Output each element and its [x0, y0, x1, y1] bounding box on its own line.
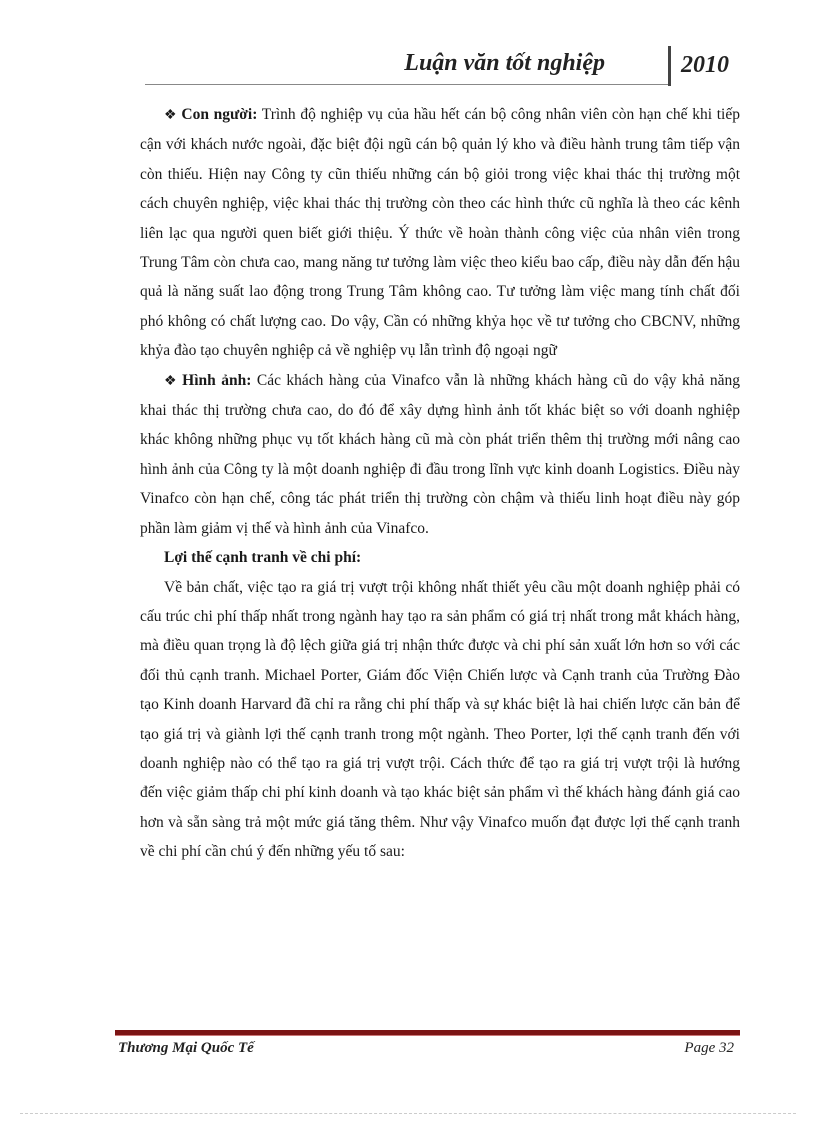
header-divider: [668, 46, 671, 86]
paragraph-hinh-anh: [140, 366, 740, 543]
con-nguoi-text: Trình độ nghiệp vụ của hầu hết cán bộ công nhân viên còn hạn chế khi tiếp cận với khách nước ngoài, đặc biệt đội ngũ cán bộ quản lý kho và điều hành trung tâm tiếp vận còn thiếu. Hiện nay Công ty cũn thiếu những cán bộ giỏi trong việc khai thác thị trường một cách chuyên nghiệp, việc khai thác thị trường còn theo các hình thức cũ nghĩa là theo các kênh liên lạc qua người quen biết giới thiệu. Ý thức về hoàn thành công việc của nhân viên trong Trung Tâm còn chưa cao, mang năng tư tưởng làm việc theo kiểu bao cấp, điều này dẫn đến hậu quả là năng suất lao động trong Trung Tâm không cao. Tư tưởng làm việc mang tính chất đối phó không có chất lượng cao. Do vậy, Cần có những khỷa học về tư tưởng cho CBCNV, những khỷa đào tạo chuyên nghiệp cả về nghiệp vụ lẫn trình độ ngoại ngữ: [140, 106, 740, 360]
header-rule: [145, 84, 668, 85]
con-nguoi-label: Con người:: [181, 106, 258, 123]
hinh-anh-label: Hình ảnh:: [182, 371, 252, 389]
footer-rule: [115, 1030, 740, 1036]
page-body: [140, 100, 740, 867]
page-number: Page 32: [684, 1040, 734, 1056]
diamond-bullet-icon: ❖: [164, 373, 179, 389]
hinh-anh-text: Các khách hàng của Vinafco vẫn là những khách hàng cũ do vậy khả năng khai thác thị trường chưa cao, do đó để xây dựng hình ảnh tốt khác biệt so với doanh nghiệp khác không những phục vụ tốt khách hàng cũ mà còn phát triển thêm thị trường mới nâng cao hình ảnh của Công ty là một doanh nghiệp đi đầu trong lĩnh vực kinh doanh Logistics. Điều này Vinafco còn hạn chế, công tác phát triển thị trường còn chậm và thiếu linh hoạt điều này góp phần làm giảm vị thế và hình ảnh của Vinafco.: [140, 371, 740, 537]
paragraph-chi-phi: Về bản chất, việc tạo ra giá trị vượt trội không nhất thiết yêu cầu một doanh nghiệp phải có cấu trúc chi phí thấp nhất trong ngành hay tạo ra sản phẩm có giá trị nhất trong mắt khách hàng, mà điều quan trọng là độ lệch giữa giá trị nhận thức được và chi phí sản xuất lớn hơn so với các đối thủ cạnh tranh. Michael Porter, Giám đốc Viện Chiến lược và Cạnh tranh của Trường Đào tạo Kinh doanh Harvard đã chỉ ra rằng chi phí thấp và sự khác biệt là hai chiến lược căn bản để tạo giá trị và giành lợi thế cạnh tranh trong một ngành. Theo Porter, lợi thế cạnh tranh đến với doanh nghiệp nào có thể tạo ra giá trị vượt trội. Cách thức để tạo ra giá trị vượt trội là hướng đến việc giảm thấp chi phí kinh doanh và tạo khác biệt sản phẩm vì thế khách hàng đánh giá cao hơn và sẵn sàng trả một mức giá tăng thêm. Như vậy Vinafco muốn đạt được lợi thế cạnh tranh về chi phí cần chú ý đến những yếu tố sau:: [140, 578, 740, 861]
header-title: Luận văn tốt nghiệp: [404, 50, 605, 76]
header-year: 2010: [681, 52, 729, 78]
footer-left-text: Thương Mại Quốc Tế: [118, 1040, 254, 1056]
diamond-bullet-icon: ❖: [164, 108, 178, 123]
page-header: [145, 46, 745, 86]
section-heading: Lợi thế cạnh tranh về chi phí:: [164, 549, 362, 567]
paragraph-con-nguoi: [140, 100, 740, 366]
page-edge-divider: [20, 1113, 796, 1114]
